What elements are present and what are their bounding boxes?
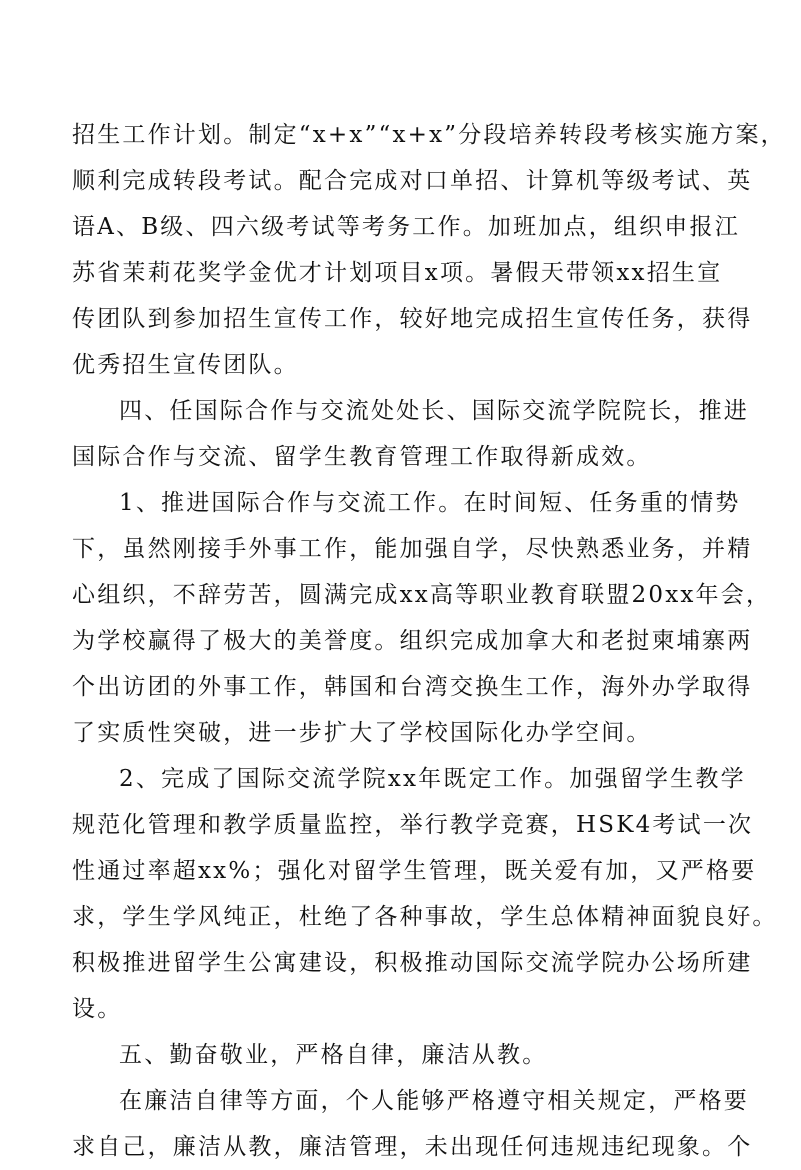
text-line: 求自己，廉洁从教，廉洁管理，未出现任何违规违纪现象。个 <box>72 1134 753 1160</box>
text-line: 优秀招生宣传团队。 <box>72 352 299 378</box>
paragraph-start: 在廉洁自律等方面，个人能够严格遵守相关规定，严格要 <box>119 1088 749 1114</box>
text-line: 设。 <box>72 996 123 1022</box>
text-line: 语A、B级、四六级考试等考务工作。加班加点，组织申报江 <box>72 214 740 240</box>
text-line: 了实质性突破，进一步扩大了学校国际化办学空间。 <box>72 720 652 746</box>
text-line: 求，学生学风纯正，杜绝了各种事故，学生总体精神面貌良好。 <box>72 904 778 930</box>
text-line: 下，虽然刚接手外事工作，能加强自学，尽快熟悉业务，并精 <box>72 536 753 562</box>
subsection-heading-2: 2、完成了国际交流学院xx年既定工作。加强留学生教学 <box>119 766 746 792</box>
text-line: 招生工作计划。制定“x+x”“x+x”分段培养转段考核实施方案， <box>72 122 786 148</box>
text-line: 规范化管理和教学质量监控，举行教学竞赛，HSK4考试一次 <box>72 812 754 838</box>
text-line: 性通过率超xx%；强化对留学生管理，既关爱有加，又严格要 <box>72 858 757 884</box>
document-body <box>72 112 786 1170</box>
text-line: 积极推进留学生公寓建设，积极推动国际交流学院办公场所建 <box>72 950 753 976</box>
text-line: 心组织，不辞劳苦，圆满完成xx高等职业教育联盟20xx年会， <box>72 582 772 608</box>
text-line: 个出访团的外事工作，韩国和台湾交换生工作，海外办学取得 <box>72 674 753 700</box>
text-line: 国际合作与交流、留学生教育管理工作取得新成效。 <box>72 444 652 470</box>
text-line: 顺利完成转段考试。配合完成对口单招、计算机等级考试、英 <box>72 168 753 194</box>
section-heading-5: 五、勤奋敬业，严格自律，廉洁从教。 <box>119 1042 548 1068</box>
subsection-heading-1: 1、推进国际合作与交流工作。在时间短、任务重的情势 <box>119 490 741 516</box>
text-line: 传团队到参加招生宣传工作，较好地完成招生宣传任务，获得 <box>72 306 753 332</box>
text-line: 为学校赢得了极大的美誉度。组织完成加拿大和老挝柬埔寨两 <box>72 628 753 654</box>
section-heading-4: 四、任国际合作与交流处处长、国际交流学院院长，推进 <box>119 398 749 424</box>
text-line: 苏省茉莉花奖学金优才计划项目x项。暑假天带领xx招生宣 <box>72 260 723 286</box>
